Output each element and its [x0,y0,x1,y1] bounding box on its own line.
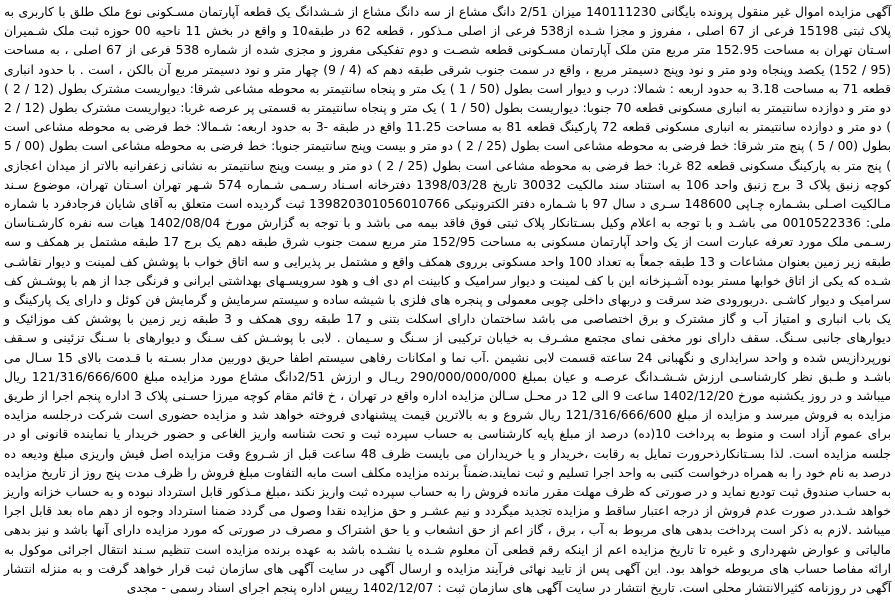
notice-body-text: آگهی مزایده اموال غیر منقول پرونده بایگانی 140111230 میزان 2/51 دانگ مشاع از سه دانگ مشاع از شـشدانگ یک قطعه آپارتمان مسـکونی نوع ملک طلق با کاربری به پلاک ثبتی 15198 فرعی از 67 اصلی ، مفروز و مجزا شـده از538 فرعی از اصلی مـذکور ، قطعه 62 در طبقه10 و واقع در بخش 11 ناحیه 00 حوزه ثبت ملک شـمیران اسـتان تهران به مساحت 152.95 متر مربع متن ملک آپارتمان مسـکونی قطعه شصـت و دوم تفکیکی مفروز و مجزی شده از شماره 538 فرعی از 67 اصلی ، به مساحت (95 / 152) یکصد وپنجاه ودو متر و نود وپنج دسیمتر مربع ، واقع در سمت جنوب شرقی طبقه دهم که (4 / 9) چهار متر و نود دسیمتر مربع آن بالکن ، است . با حدود انباری قطعه 71 به مساحت 3.18 به حدود اربعه : شمالا: درب و دیوار است بطول (50 / 1 ) یک متر و پنجاه سانتیمتر به محوطه مشاعی شرقا: دیواریست مشترک بطول (12 / 2 ) دو متر و دوازده سانتیمتر به انباری مسکونی قطعه 70 جنوبا: دیواریست بطول (50 / 1 ) یک متر و پنجاه سانتیمتر به قسمتی پر عرصه غربا: دیواریست مشترک بطول (12 / 2 ) دو متر و دوازده سانتیمتر به انباری مسکونی قطعه 72 پارکینگ قطعه 81 به مساحت 11.25 واقع در طبقه -3 به حدود اربعه: شـمالا: خط فرضی به محوطه مشاعی است بطول (00 / 5 ) پنج متر شرقا: خط فرضی به محوطه مشاعی است بطول (25 / 2 ) دو متر و بیست وپنج سانتیمتر جنوبا: خط فرضی به محوطه مشاعی است بطول (00 / 5 ) پنج متر به پارکینگ مسکونی قطعه 82 غربا: خط فرضی به محوطه مشاعی است بطول (25 / 2 ) دو متر و بیست وپنج سانتیمتر به نشانی زعفرانیه بالاتر از میدان اعجازی کوچه زنبق پلاک 3 برج زنبق واحد 106 به استناد سند مالکیت 30032 تاریخ 1398/03/28 دفترخانه اسـناد رسـمی شـماره 574 شـهر تهران اسـتان تهران، موضوع سـند مـالکیت اصـلی بشـماره چـاپی 148600 سـری د سال 97 با شـماره دفتر الکترونیکی 139820301056010766 ثبت گردیده است متعلق به آقای شایان فرجادفرد با شماره ملی: 0010522336 می باشـد و با توجه به اعلام وکیل بسـتانکار پلاک ثبتی فوق فاقد بیمه می باشد و با توجه به گزارش مورخ 1402/08/04 هیات سه نفره کارشـناسان رسـمی ملک مورد تعرفه عبارت است از یک واحد آپارتمان مسکونی به مساحت 152/95 متر مربع سمت جنوب شرق طبقه دهم یک برج 17 طبقه مشتمل بر همکف و سه طبقه زیر زمین بعنوان مشاعات و 13 طبقه جمعاً به تعداد 100 واحد مسکونی برروی همکف واقع و مشتمل بر پذیرایی و سه اتاق خواب با پوشش کف لمینت و دیوار نقاشـی شـده که یکی از اتاق خوابها مستر بوده آشـپزخانه این با کف لمینت و دیوار سرامیک و کابینت ام دی اف و هود سرویسـهای بهداشتی ایرانی و فرنگی جدا از هم با پوشـش کف سرامیک و دیوار کاشـی .دربورودی ضد سرقت و دربهای داخلی چوبی معمولی و پنجره های فلزی با شیشه ساده و سیستم سرمایش و گرمایش فن کوئل و دارای یک پارکینگ و یک باب انباری و امتیاز آب و گاز مشترک و برق اختصاصی می باشد ساختمان دارای اسکلت بتنی و 17 طبقه روی همکف و 3 طبقه زیر زمین با پوشش کف موزائیک و دیوارهای جانبی سـنگ. سقف دارای نور مخفی نمای مجتمع مشـرف به خیابان ترکیبی از سـنگ و سـیمان . لابی با پوشـش کف سـنگ و دیوارهای با سـنگ تزئینی و سـقف نورپردازیس شده و واحد سرایداری و نگهبانی 24 ساعته قسمت لابی نشیمن .آب نما و امکانات رفاهی سیستم اطفا حریق دوربین مدار بسـته با قـدمت بالای 15 سـال می باشـد و طـبق نظر کارشناسـی ارزش شـشـدانگ عرصـه و عیان بمبلغ 290/000/000/000 ریـال و ارزش 2/51دانگ مشاع مورد مزایده مبلغ 121/316/666/600 ریال میباشد و در روز یکشنبه مورخ 1402/12/20 ساعت 9 الی 12 در محـل سـالن مزایده اداره واقع در تهران ، خ قائم مقام کوچه میرزا حسـنی پلاک 3 اداره پنجم اجرا از طریق مزایده به فروش میرسد و مزایده از مبلغ 121/316/666/600 ریال شروع و به بالاترین قیمت پیشنهادی فروخته خواهد شد و مزایده حضوری است شرکت درجلسه مزایده برای عموم آزاد است و منوط به پرداخت 10(ده) درصد از مبلغ پایه کارشناسی به حساب سپرده ثبت و تحت شناسه واریز الغاعی و حضور خریدار یا نماینده قانونی او در جلسه مزایده است. لذا بسـتانکارذحرورت تمایل به رقابت ،خریدار و یا خریداران می بایست ظرف 48 ساعت قبل از شـروع وقت مزایده اصل فیش واریزی مبلغ ودیعه ده درصد به نام خود را به همراه درخواست کتبی به واحد اجرا تسلیم و ثبت نمایند.ضمناً برنده مزایده مکلف است مابه التفاوت مبلغ فروش را ظرف مدت پنج روز از تاریخ مزایده به حساب صندوق ثبت تودیع نماید و در صورتی که ظرف مهلت مقرر مانده فروش را به حساب سپرده ثبت واریز نکند ،مبلغ مـذکور قابل استرداد نبوده و به حساب خزانه واریز خواهد شـد.در صورت عدم فروش از درجه اعتبار ساقط و مزایده تجدید میگردد و نیم عشـر و حق مزایده نقدا وصول می گردد ضمنا استرداد وجوه از دهم ماه بعد قابل اجرا میباشد .لازم به ذکر است پرداخت بدهی های مربوط به آب ، برق ، گاز اعم از حق انشعاب و یا حق اشتراک و مصرف در صورتی که مورد مزایده دارای آنها باشد و نیز بدهی مالیاتی و عوارض شهرداری و غیره تا تاریخ مزایده اعم از اینکه رقم قطعی آن معلوم شـده یا نشـده باشد به عهده برنده مزایده است تنظیم سـند انتقال اجرائی موکول به ارائه مفاصا حساب های مربوطه خواهد بود. این آگهی پس از تایید نهائی فرآیند مزایده و ارسال آگهی در سایت آگهی های سازمان ثبت قرار خواهد گرفت و به منزله انتشار آگهی در روزنامه کثیرالانتشار محلی است. تاریخ انتشار در سایت آگهی های سازمان ثبت : 1402/12/07 رییس اداره پنجم اجرای اسناد رسمی - مجدی [4,5,892,596]
